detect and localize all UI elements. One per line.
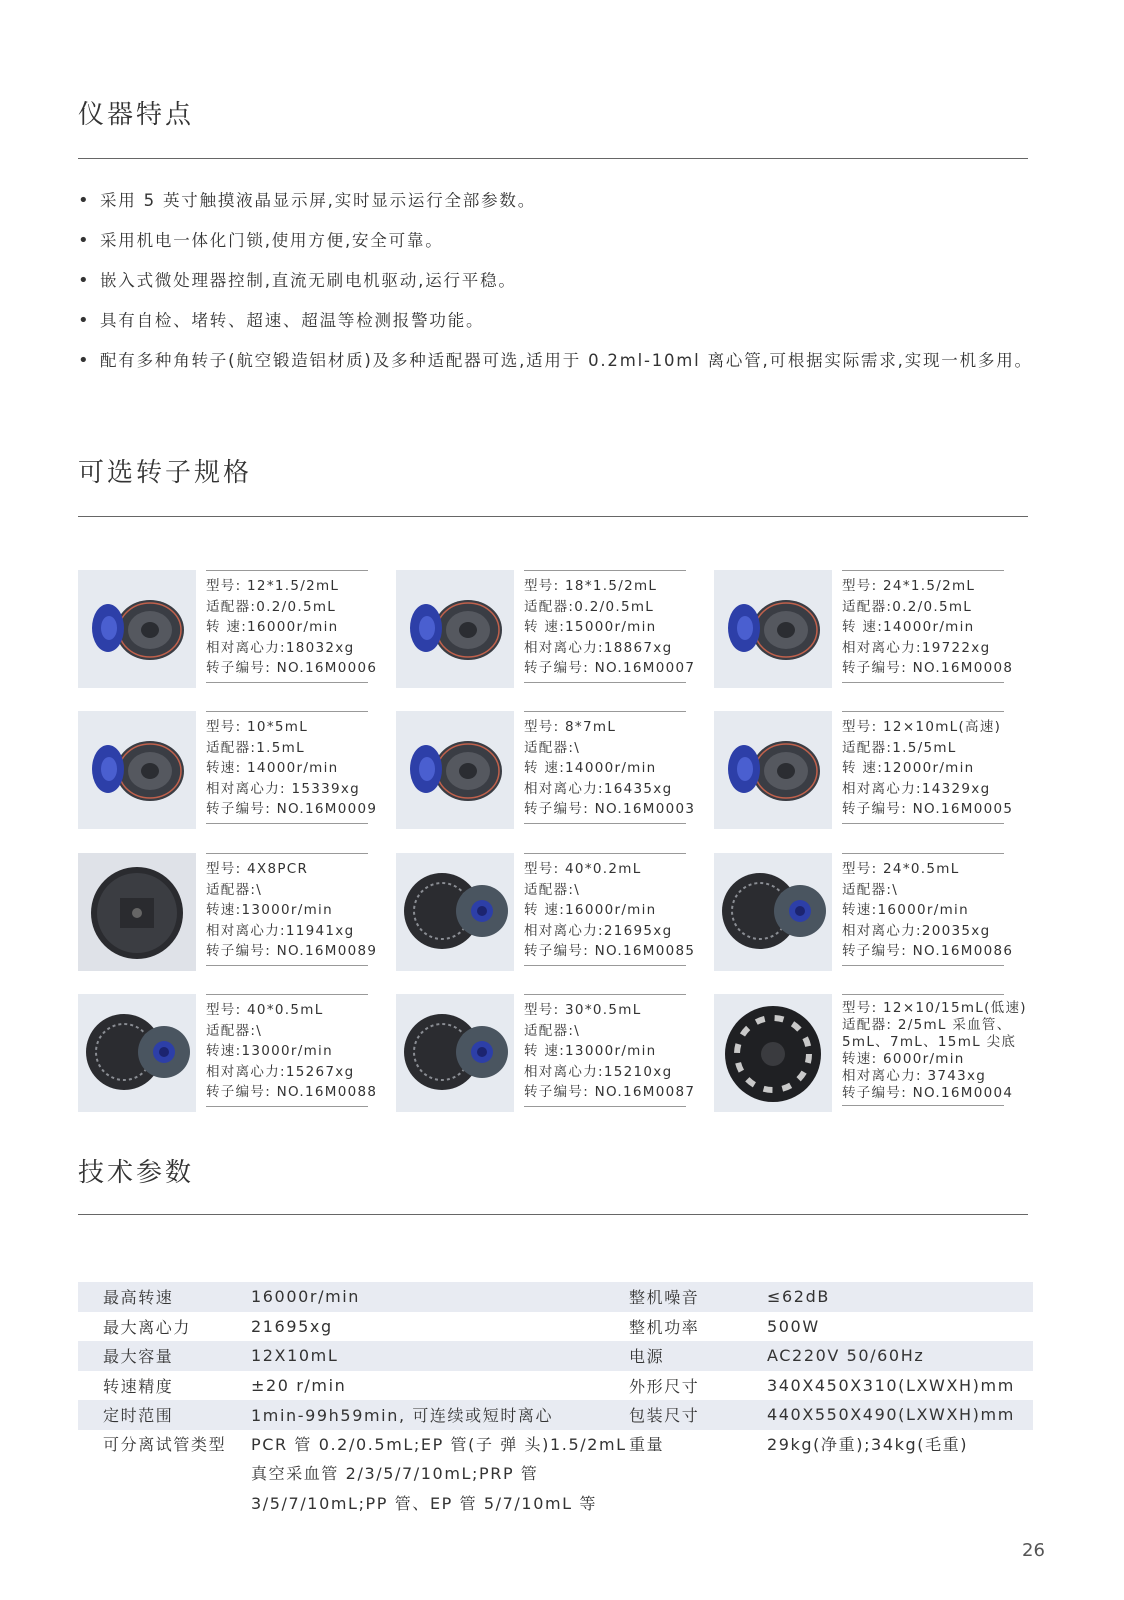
spec-line: 型号: 12*1.5/2mL (206, 578, 340, 594)
param-key: 重量 (629, 1434, 665, 1454)
spec-line: 适配器:1.5/5mL (842, 739, 957, 756)
spec-line: 相对离心力:15267xg (206, 1063, 355, 1080)
rotor-spec (842, 570, 1014, 683)
tech-params-table (78, 1282, 1033, 1518)
spec-line: 适配器:0.2/0.5mL (842, 598, 973, 615)
table-row (78, 1400, 1033, 1430)
section-title-params: 技术参数 (78, 1158, 195, 1188)
spec-line: 型号: 24*1.5/2mL (842, 578, 976, 594)
rotor-spec (206, 711, 378, 824)
spec-line: 型号: 12×10mL(高速) (842, 719, 1002, 735)
rotor-spec (842, 994, 1027, 1106)
rotor-card (78, 711, 398, 829)
spec-line: 型号: 8*7mL (524, 719, 617, 735)
spec-line: 5mL、7mL、15mL 尖底 (842, 1034, 1017, 1050)
rotor-card (714, 853, 1034, 971)
param-value: 1min-99h59min, 可连续或短时离心 (251, 1400, 629, 1430)
spec-line: 转 速:14000r/min (842, 619, 975, 636)
param-value: 440X550X490(LXWXH)mm (767, 1400, 1033, 1430)
spec-line: 相对离心力:19722xg (842, 639, 991, 656)
section-rule (78, 1214, 1028, 1215)
rotor-card (396, 570, 716, 688)
spec-line: 型号: 18*1.5/2mL (524, 578, 658, 594)
spec-line: 相对离心力:15210xg (524, 1063, 673, 1080)
param-value: PCR 管 0.2/0.5mL;EP 管(子 弹 头)1.5/2mL 真空采血管 2/3/5/7/10mL;PRP 管 3/5/7/10mL;PP 管、EP 管 5/7/10mL 等 (251, 1434, 627, 1513)
spec-line: 适配器: 2/5mL 采血管、 (842, 1017, 1012, 1033)
rotor-image (78, 711, 196, 829)
spec-line: 转子编号: NO.16M0085 (524, 943, 696, 960)
spec-line: 转子编号: NO.16M0089 (206, 943, 378, 960)
spec-line: 相对离心力:16435xg (524, 780, 673, 797)
table-row (78, 1282, 1033, 1312)
spec-line: 适配器:\ (206, 1022, 263, 1039)
spec-line: 相对离心力:14329xg (842, 780, 991, 797)
spec-line: 适配器:\ (524, 739, 581, 756)
param-key: 电源 (629, 1341, 767, 1371)
spec-line: 转 速:15000r/min (524, 619, 657, 636)
spec-line: 相对离心力:21695xg (524, 922, 673, 939)
rotor-image (714, 994, 832, 1112)
page-number: 26 (1022, 1540, 1045, 1561)
rotor-image (714, 853, 832, 971)
spec-line: 转速: 6000r/min (842, 1051, 965, 1067)
spec-line: 型号: 40*0.2mL (524, 861, 642, 877)
param-key: 最高转速 (78, 1282, 251, 1312)
rotor-card (396, 994, 716, 1112)
spec-line: 相对离心力:18032xg (206, 639, 355, 656)
param-key: 包装尺寸 (629, 1400, 767, 1430)
rotor-spec (842, 853, 1014, 966)
table-row (78, 1371, 1033, 1401)
spec-line: 转 速:16000r/min (206, 619, 339, 636)
param-value: ≤62dB (767, 1282, 1033, 1312)
rotor-image (396, 570, 514, 688)
rotor-image (714, 711, 832, 829)
rotor-image (78, 570, 196, 688)
rotor-spec (842, 711, 1014, 824)
rotor-card (714, 570, 1034, 688)
spec-line: 相对离心力:18867xg (524, 639, 673, 656)
param-key: 可分离试管类型 (103, 1434, 227, 1454)
rotor-spec (524, 853, 696, 966)
spec-line: 型号: 4X8PCR (206, 861, 309, 877)
param-key: 定时范围 (78, 1400, 251, 1430)
rotor-image (396, 853, 514, 971)
spec-line: 转 速:14000r/min (524, 760, 657, 777)
rotor-image (396, 994, 514, 1112)
section-title-features: 仪器特点 (78, 100, 195, 130)
rotor-card (396, 711, 716, 829)
spec-line: 型号: 12×10/15mL(低速) (842, 1000, 1027, 1016)
spec-line: 相对离心力:11941xg (206, 922, 355, 939)
spec-line: 转 速:12000r/min (842, 760, 975, 777)
section-rule (78, 158, 1028, 159)
spec-line: 转速: 14000r/min (206, 760, 339, 777)
param-value: ±20 r/min (251, 1375, 347, 1395)
rotor-image (396, 711, 514, 829)
rotor-card (78, 994, 398, 1112)
feature-item: • 具有自检、堵转、超速、超温等检测报警功能。 (78, 306, 1058, 335)
spec-line: 转子编号: NO.16M0005 (842, 801, 1014, 818)
spec-line: 适配器:\ (524, 1022, 581, 1039)
spec-line: 转速:13000r/min (206, 902, 333, 919)
spec-line: 转子编号: NO.16M0087 (524, 1084, 696, 1101)
section-title-rotors: 可选转子规格 (78, 458, 253, 488)
param-value: 12X10mL (251, 1341, 629, 1371)
spec-line: 适配器:0.2/0.5mL (524, 598, 655, 615)
rotor-spec (524, 570, 696, 683)
rotor-card (78, 570, 398, 688)
spec-line: 适配器:0.2/0.5mL (206, 598, 337, 615)
spec-line: 适配器:\ (842, 881, 899, 898)
feature-item: • 嵌入式微处理器控制,直流无刷电机驱动,运行平稳。 (78, 266, 1058, 295)
spec-line: 相对离心力:20035xg (842, 922, 991, 939)
param-value: 21695xg (251, 1316, 333, 1336)
spec-line: 型号: 40*0.5mL (206, 1002, 324, 1018)
spec-line: 型号: 24*0.5mL (842, 861, 960, 877)
spec-line: 转子编号: NO.16M0008 (842, 660, 1014, 677)
table-row (78, 1312, 1033, 1342)
section-rule (78, 516, 1028, 517)
spec-line: 转子编号: NO.16M0004 (842, 1085, 1014, 1101)
rotor-image (714, 570, 832, 688)
feature-item: • 配有多种角转子(航空锻造铝材质)及多种适配器可选,适用于 0.2ml-10ml 离心管,可根据实际需求,实现一机多用。 (78, 346, 1058, 375)
param-key: 最大离心力 (103, 1317, 192, 1337)
spec-line: 转速:16000r/min (842, 902, 969, 919)
param-key: 转速精度 (103, 1376, 174, 1396)
rotor-spec (206, 853, 378, 966)
rotor-spec (524, 711, 696, 824)
spec-line: 型号: 10*5mL (206, 719, 309, 735)
spec-line: 转子编号: NO.16M0007 (524, 660, 696, 677)
param-value: AC220V 50/60Hz (767, 1341, 1033, 1371)
spec-line: 转 速:13000r/min (524, 1043, 657, 1060)
rotor-image (78, 853, 196, 971)
rotor-spec (206, 994, 378, 1107)
rotor-card (78, 853, 398, 971)
param-value: 340X450X310(LXWXH)mm (767, 1375, 1015, 1395)
spec-line: 转速:13000r/min (206, 1043, 333, 1060)
param-key: 整机噪音 (629, 1282, 767, 1312)
feature-item: • 采用机电一体化门锁,使用方便,安全可靠。 (78, 226, 1058, 255)
rotor-image (78, 994, 196, 1112)
spec-line: 转子编号: NO.16M0009 (206, 801, 378, 818)
rotor-spec (206, 570, 378, 683)
param-key: 整机功率 (629, 1317, 700, 1337)
spec-line: 转子编号: NO.16M0003 (524, 801, 696, 818)
param-value: 500W (767, 1316, 820, 1336)
feature-list (78, 186, 1058, 386)
param-key: 外形尺寸 (629, 1376, 700, 1396)
param-value: 16000r/min (251, 1282, 629, 1312)
spec-line: 适配器:\ (524, 881, 581, 898)
rotor-card (396, 853, 716, 971)
spec-line: 转子编号: NO.16M0006 (206, 660, 378, 677)
rotor-spec (524, 994, 696, 1107)
table-row (78, 1341, 1033, 1371)
param-key: 最大容量 (78, 1341, 251, 1371)
spec-line: 适配器:\ (206, 881, 263, 898)
rotor-card (714, 994, 1034, 1112)
spec-line: 转子编号: NO.16M0086 (842, 943, 1014, 960)
spec-line: 转子编号: NO.16M0088 (206, 1084, 378, 1101)
feature-item: • 采用 5 英寸触摸液晶显示屏,实时显示运行全部参数。 (78, 186, 1058, 215)
table-row (78, 1430, 1033, 1519)
spec-line: 适配器:1.5mL (206, 739, 305, 756)
spec-line: 型号: 30*0.5mL (524, 1002, 642, 1018)
spec-line: 相对离心力: 3743xg (842, 1068, 987, 1084)
spec-line: 相对离心力: 15339xg (206, 780, 361, 797)
spec-line: 转 速:16000r/min (524, 902, 657, 919)
param-value: 29kg(净重);34kg(毛重) (767, 1434, 969, 1454)
rotor-card (714, 711, 1034, 829)
